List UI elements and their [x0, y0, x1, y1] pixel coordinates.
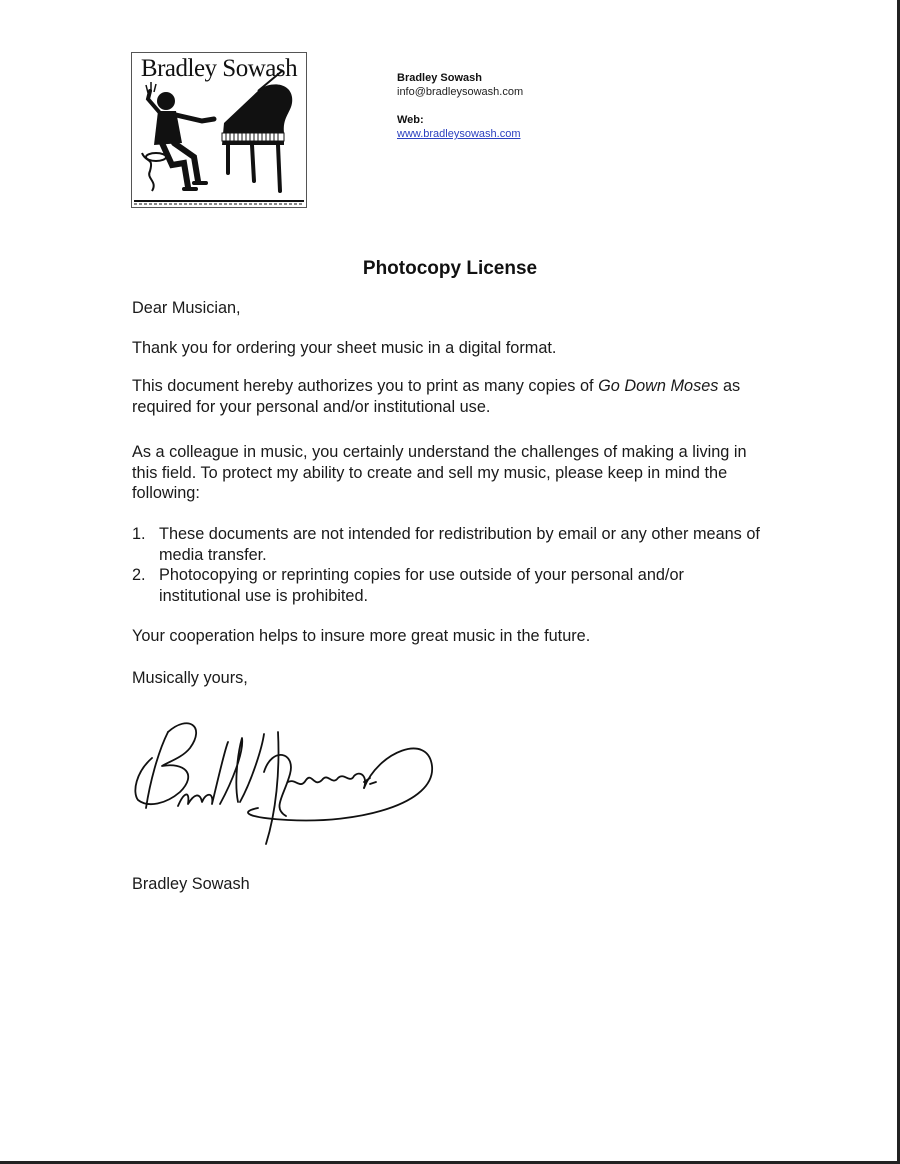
- authorization-text-after: as required for your personal and/or institutional use.: [132, 377, 741, 416]
- work-title: Go Down Moses: [598, 377, 719, 395]
- logo-text: Bradley Sowash: [140, 55, 298, 82]
- document-title: Photocopy License: [362, 258, 538, 279]
- authorization-paragraph: [132, 376, 772, 417]
- closing: Musically yours,: [132, 669, 248, 687]
- contact-email: info@bradleysowash.com: [397, 86, 524, 98]
- cooperation-paragraph: Your cooperation helps to insure more great music in the future.: [132, 627, 591, 645]
- web-label: Web:: [397, 114, 424, 126]
- authorization-text-before: This document hereby authorizes you to print as many copies of: [132, 377, 599, 395]
- contact-name: Bradley Sowash: [397, 72, 482, 84]
- contact-block: [397, 71, 523, 141]
- thanks-paragraph: Thank you for ordering your sheet music in a digital format.: [132, 339, 557, 357]
- pianist-illustration: [132, 53, 306, 207]
- list-item-number: 2.: [132, 566, 146, 584]
- handwritten-signature: [128, 712, 448, 852]
- signature-name: Bradley Sowash: [132, 875, 250, 893]
- list-item-number: 1.: [132, 525, 146, 543]
- greeting: Dear Musician,: [132, 299, 241, 317]
- web-link[interactable]: www.bradleysowash.com: [397, 128, 521, 140]
- colleague-paragraph: As a colleague in music, you certainly understand the challenges of making a living in this field. To protect my ability to create and sell my music, please keep in mind the following:: [132, 443, 747, 502]
- logo: [131, 52, 307, 208]
- list-item-text: Photocopying or reprinting copies for use outside of your personal and/or institutional use is prohibited.: [159, 566, 684, 605]
- list-item-text: These documents are not intended for redistribution by email or any other means of media transfer.: [159, 525, 760, 564]
